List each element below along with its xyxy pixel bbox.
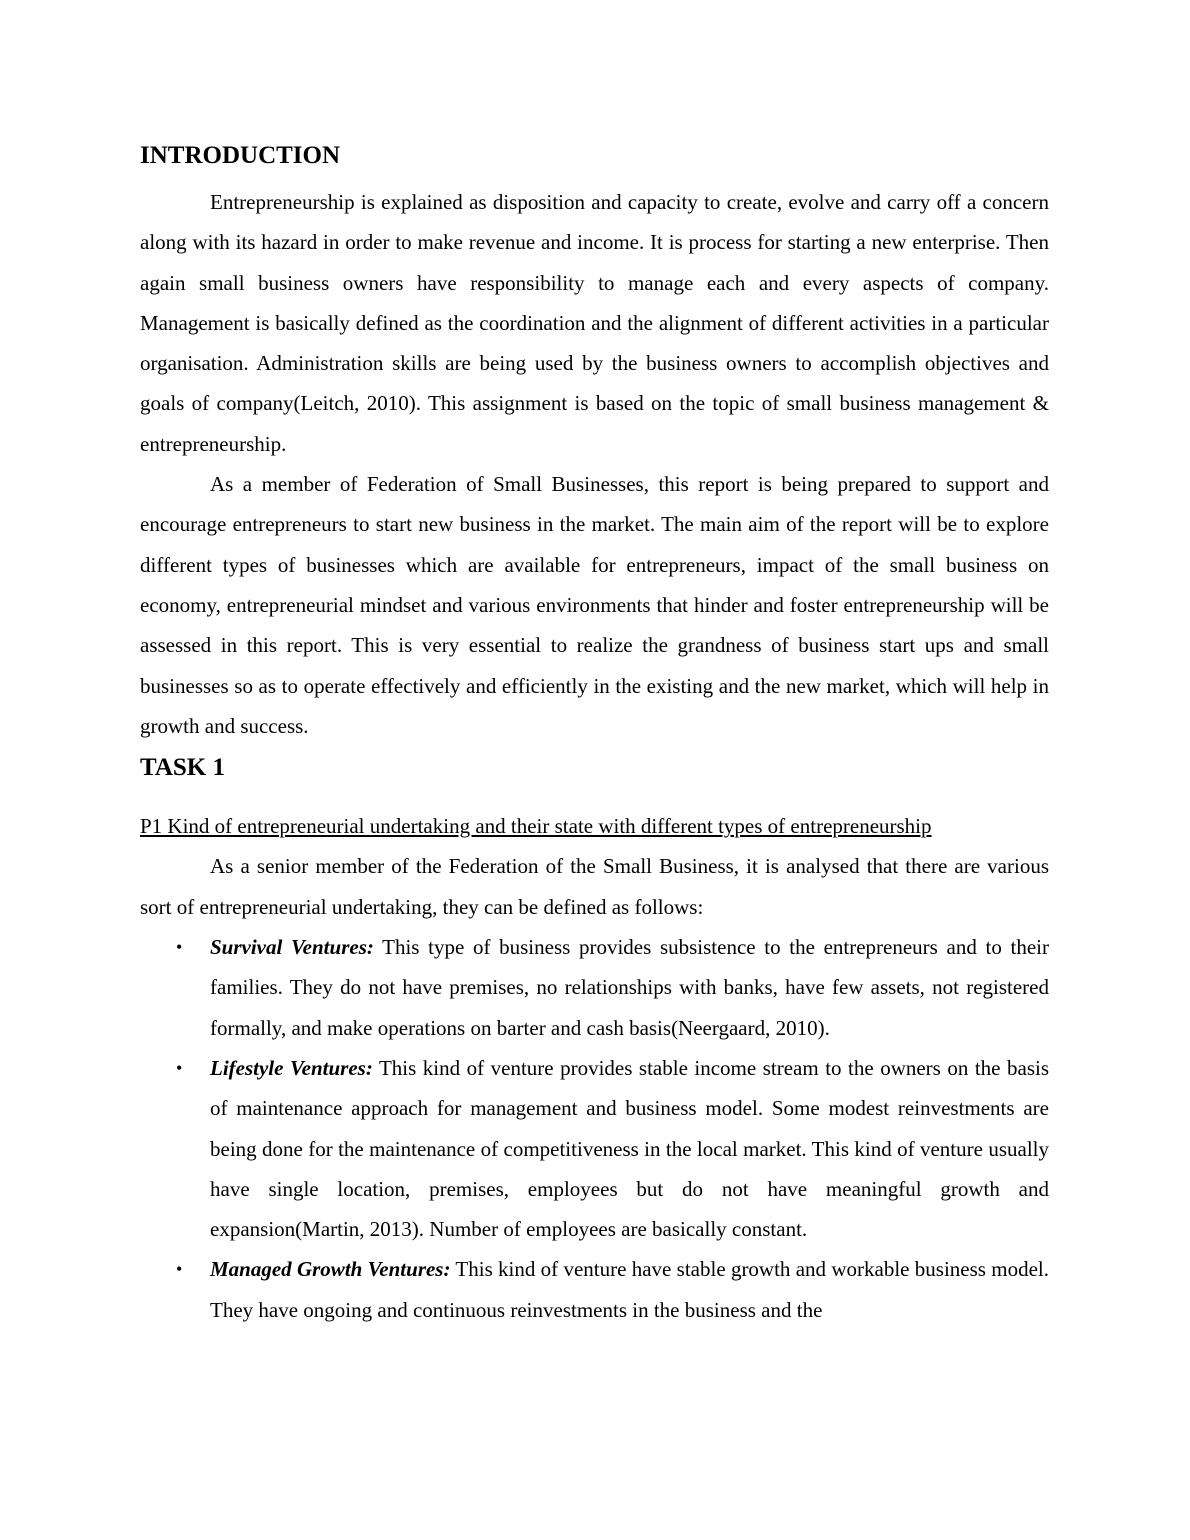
intro-paragraph-2: As a member of Federation of Small Businesses, this report is being prepared to support and encourage entrepreneurs to start new business in the market. The main aim of the report will be to explore different types of businesses which are available for entrepreneurs, impact of the small business on economy, entrepreneurial mindset and various environments that hinder and foster entrepreneurship will be assessed in this report. This is very essential to realize the grandness of business start ups and small businesses so as to operate effectively and efficiently in the existing and the new market, which will help in growth and success. bbox=[140, 472, 1049, 738]
venture-description: This kind of venture have stable growth and workable business model. They have ongoing and continuous reinvestments in the business and the bbox=[210, 1257, 1049, 1322]
venture-term: Survival Ventures: bbox=[210, 935, 374, 960]
venture-types-list bbox=[140, 927, 1049, 1330]
venture-term: Managed Growth Ventures: bbox=[210, 1257, 451, 1282]
task1-intro-paragraph: As a senior member of the Federation of the Small Business, it is analysed that there are various sort of entrepreneurial undertaking, they can be defined as follows: bbox=[140, 854, 1049, 919]
task1-subheading: P1 Kind of entrepreneurial undertaking and their state with different types of entrepreneurship bbox=[140, 814, 932, 839]
venture-description: This kind of venture provides stable income stream to the owners on the basis of maintenance approach for management and business model. Some modest reinvestments are being done for the maintenance of competitiveness in the local market. This kind of venture usually have single location, premises, employees but do not have meaningful growth and expansion(Martin, 2013). Number of employees are basically constant. bbox=[210, 1055, 1050, 1242]
venture-term: Lifestyle Ventures: bbox=[210, 1055, 373, 1080]
bullet-icon: • bbox=[176, 1057, 183, 1078]
venture-description: This type of business provides subsistence to the entrepreneurs and to their families. They do not have premises, no relationships with banks, have few assets, not registered formally, and make operations on barter and cash basis(Neergaard, 2010). bbox=[210, 935, 1049, 1040]
introduction-heading: INTRODUCTION bbox=[140, 142, 341, 169]
list-item bbox=[140, 1249, 1049, 1330]
bullet-icon: • bbox=[176, 937, 183, 958]
intro-paragraph-1: Entrepreneurship is explained as disposition and capacity to create, evolve and carry off a concern along with its hazard in order to make revenue and income. It is process for starting a new enterprise. Then again small business owners have responsibility to manage each and every aspects of company. Management is basically defined as the coordination and the alignment of different activities in a particular organisation. Administration skills are being used by the business owners to accomplish objectives and goals of company(Leitch, 2010). This assignment is based on the topic of small business management & entrepreneurship. bbox=[140, 190, 1049, 456]
bullet-icon: • bbox=[176, 1259, 183, 1280]
list-item bbox=[140, 1048, 1049, 1249]
list-item bbox=[140, 927, 1049, 1048]
document-page bbox=[140, 138, 1049, 1330]
task1-heading: TASK 1 bbox=[140, 754, 225, 782]
